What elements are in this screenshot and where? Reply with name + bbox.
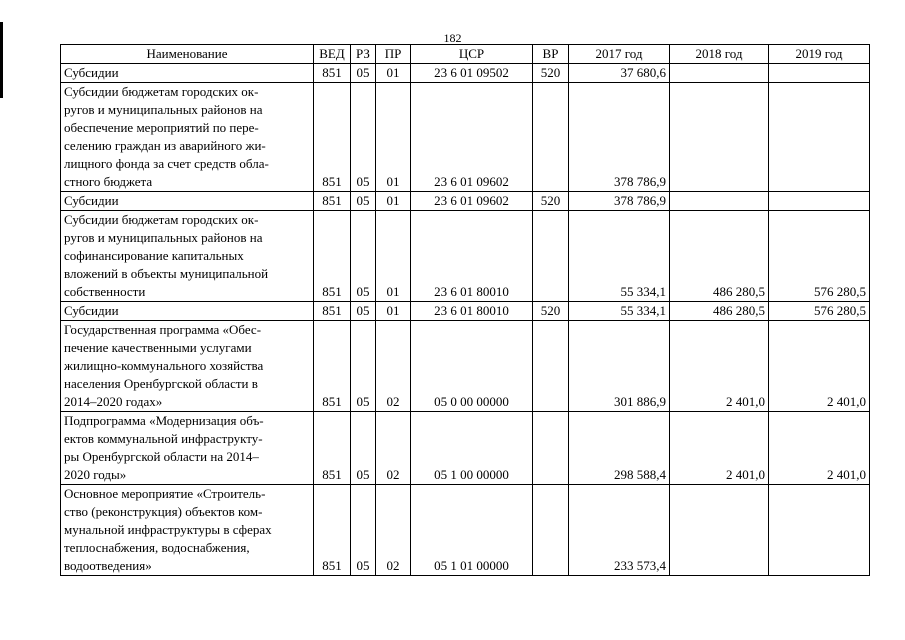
cell-2019 xyxy=(769,64,870,83)
cell-csr: 23 6 01 80010 xyxy=(411,211,533,302)
name-line: вложений в объекты муниципальной xyxy=(64,266,269,281)
name-line: мунальной инфраструктуры в сферах xyxy=(64,522,272,537)
cell-ved: 851 xyxy=(314,64,351,83)
cell-ved: 851 xyxy=(314,412,351,485)
cell-2018 xyxy=(670,192,769,211)
cell-vr xyxy=(533,485,569,576)
header-pr: ПР xyxy=(376,45,411,64)
cell-2017: 298 588,4 xyxy=(569,412,670,485)
cell-2019 xyxy=(769,485,870,576)
name-line: Субсидии xyxy=(64,193,119,208)
cell-2017: 378 786,9 xyxy=(569,83,670,192)
name-line: собственности xyxy=(64,284,146,299)
cell-vr: 520 xyxy=(533,192,569,211)
header-rz: РЗ xyxy=(351,45,376,64)
name-line: ругов и муниципальных районов на xyxy=(64,102,263,117)
cell-vr xyxy=(533,211,569,302)
cell-2017: 233 573,4 xyxy=(569,485,670,576)
cell-rz: 05 xyxy=(351,485,376,576)
cell-pr: 01 xyxy=(376,211,411,302)
name-line: теплоснабжения, водоснабжения, xyxy=(64,540,250,555)
table-row xyxy=(61,64,870,83)
name-line: Субсидии xyxy=(64,65,119,80)
name-line: селению граждан из аварийного жи- xyxy=(64,138,266,153)
cell-rz: 05 xyxy=(351,412,376,485)
cell-name xyxy=(61,211,314,302)
cell-rz: 05 xyxy=(351,302,376,321)
cell-ved: 851 xyxy=(314,302,351,321)
cell-name xyxy=(61,302,314,321)
cell-ved: 851 xyxy=(314,211,351,302)
header-name: Наименование xyxy=(61,45,314,64)
cell-csr: 23 6 01 09502 xyxy=(411,64,533,83)
budget-table xyxy=(60,44,870,576)
table-row xyxy=(61,192,870,211)
name-line: лищного фонда за счет средств обла- xyxy=(64,156,269,171)
cell-pr: 01 xyxy=(376,302,411,321)
name-line: обеспечение мероприятий по пере- xyxy=(64,120,259,135)
name-line: водоотведения» xyxy=(64,558,152,573)
cell-name xyxy=(61,412,314,485)
cell-2019 xyxy=(769,192,870,211)
cell-2018: 2 401,0 xyxy=(670,321,769,412)
cell-csr: 05 0 00 00000 xyxy=(411,321,533,412)
cell-2019: 2 401,0 xyxy=(769,321,870,412)
cell-2019: 2 401,0 xyxy=(769,412,870,485)
table-row xyxy=(61,83,870,192)
header-2018: 2018 год xyxy=(670,45,769,64)
cell-2018 xyxy=(670,83,769,192)
table-row xyxy=(61,211,870,302)
cell-rz: 05 xyxy=(351,321,376,412)
cell-name xyxy=(61,64,314,83)
name-line: Субсидии бюджетам городских ок- xyxy=(64,84,259,99)
name-line: софинансирование капитальных xyxy=(64,248,244,263)
cell-name xyxy=(61,83,314,192)
cell-ved: 851 xyxy=(314,321,351,412)
table-row xyxy=(61,485,870,576)
cell-csr: 05 1 01 00000 xyxy=(411,485,533,576)
cell-csr: 23 6 01 80010 xyxy=(411,302,533,321)
header-ved: ВЕД xyxy=(314,45,351,64)
cell-vr: 520 xyxy=(533,64,569,83)
page-number: 182 xyxy=(443,31,462,45)
name-line: Подпрограмма «Модернизация объ- xyxy=(64,413,264,428)
name-line: ругов и муниципальных районов на xyxy=(64,230,263,245)
name-line: ры Оренбургской области на 2014– xyxy=(64,449,259,464)
cell-csr: 05 1 00 00000 xyxy=(411,412,533,485)
cell-2018 xyxy=(670,485,769,576)
cell-2017: 378 786,9 xyxy=(569,192,670,211)
cell-vr: 520 xyxy=(533,302,569,321)
cell-name xyxy=(61,321,314,412)
cell-2018: 486 280,5 xyxy=(670,211,769,302)
cell-2019: 576 280,5 xyxy=(769,211,870,302)
name-line: населения Оренбургской области в xyxy=(64,376,258,391)
cell-csr: 23 6 01 09602 xyxy=(411,83,533,192)
name-line: 2020 годы» xyxy=(64,467,127,482)
cell-2017: 37 680,6 xyxy=(569,64,670,83)
table-row xyxy=(61,302,870,321)
name-line: стного бюджета xyxy=(64,174,153,189)
header-2019: 2019 год xyxy=(769,45,870,64)
cell-rz: 05 xyxy=(351,64,376,83)
table-header-row xyxy=(61,45,870,64)
name-line: Субсидии xyxy=(64,303,119,318)
cell-pr: 02 xyxy=(376,412,411,485)
name-line: ство (реконструкция) объектов ком- xyxy=(64,504,263,519)
cell-ved: 851 xyxy=(314,83,351,192)
table-row xyxy=(61,412,870,485)
cell-2017: 301 886,9 xyxy=(569,321,670,412)
cell-2019 xyxy=(769,83,870,192)
cell-pr: 01 xyxy=(376,64,411,83)
name-line: печение качественными услугами xyxy=(64,340,252,355)
cell-rz: 05 xyxy=(351,192,376,211)
header-vr: ВР xyxy=(533,45,569,64)
cell-2017: 55 334,1 xyxy=(569,211,670,302)
header-csr: ЦСР xyxy=(411,45,533,64)
name-line: жилищно-коммунального хозяйства xyxy=(64,358,264,373)
table-row xyxy=(61,321,870,412)
cell-rz: 05 xyxy=(351,83,376,192)
cell-vr xyxy=(533,321,569,412)
name-line: Основное мероприятие «Строитель- xyxy=(64,486,266,501)
header-2017: 2017 год xyxy=(569,45,670,64)
cell-2019: 576 280,5 xyxy=(769,302,870,321)
cell-pr: 02 xyxy=(376,321,411,412)
name-line: 2014–2020 годах» xyxy=(64,394,163,409)
cell-2018: 486 280,5 xyxy=(670,302,769,321)
cell-ved: 851 xyxy=(314,192,351,211)
cell-pr: 01 xyxy=(376,83,411,192)
cell-2018: 2 401,0 xyxy=(670,412,769,485)
cell-vr xyxy=(533,83,569,192)
cell-ved: 851 xyxy=(314,485,351,576)
cell-2018 xyxy=(670,64,769,83)
cell-name xyxy=(61,192,314,211)
cell-pr: 02 xyxy=(376,485,411,576)
cell-csr: 23 6 01 09602 xyxy=(411,192,533,211)
cell-2017: 55 334,1 xyxy=(569,302,670,321)
cell-pr: 01 xyxy=(376,192,411,211)
cell-vr xyxy=(533,412,569,485)
cell-name xyxy=(61,485,314,576)
name-line: Субсидии бюджетам городских ок- xyxy=(64,212,259,227)
name-line: ектов коммунальной инфраструкту- xyxy=(64,431,263,446)
name-line: Государственная программа «Обес- xyxy=(64,322,262,337)
cell-rz: 05 xyxy=(351,211,376,302)
